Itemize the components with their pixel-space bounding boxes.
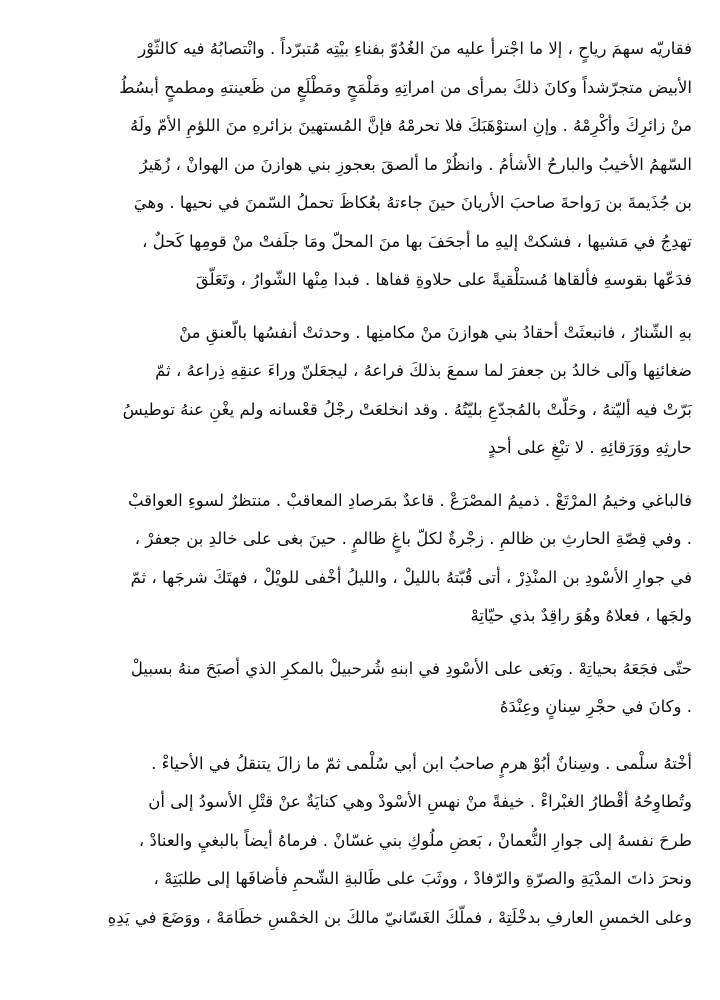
paragraph-2 bbox=[40, 314, 692, 468]
text-line: وتُطاوِحُهُ أقْطارُ الغبْراءْ . خيفةً منْ نهسِ الأسْودْ وهي كنايَةٌ عنْ قتْلِ الأسودُ إلى أن bbox=[148, 792, 692, 811]
paragraph-3 bbox=[40, 482, 692, 636]
text-line: حتّى فجَعَهُ بحياتِهْ . وبَغى على الأسْودِ في ابنهِ شُرحبيلْ بالمكرِ الذي أصبَحَ منهُ بسبيلْ bbox=[130, 658, 692, 678]
text-line: فدَعّها بقوسهِ فألقاها مُستلْقيةً على حلاوةِ قفاها . فبدا مِنْها الشّوارُ ، وتَعَلّقَ bbox=[195, 270, 692, 289]
paragraph-gap bbox=[40, 636, 692, 650]
paragraph-4 bbox=[40, 650, 692, 727]
text-line: ونحرَ ذاتَ المدْيَةِ والصرّةِ والرّفادْ ، ووثَبَ على طَالبةِ الشّحمِ فأضافَها إلى طلبَتِهْ ، bbox=[153, 869, 692, 888]
text-line: الأبيض متجرّشداً وكانَ ذلكَ بمرأى من امراتِهِ ومَلْمَحٍ ومَطْلَعٍ من ظَعينتهِ ومطمحٍ أبسُطُ bbox=[119, 77, 692, 97]
text-line: أخْتهُ سلْمى . وسِنانٌ أبُوْ هرمٍ صاحبُ ابن أبي سُلْمى ثمّ ما زالَ يتنقلُ في الأحياءْ . bbox=[151, 753, 692, 773]
text-line: . وكانَ في حجْرِ سِنانٍ وعِنْدَهُ bbox=[499, 697, 692, 716]
text-line: وعلى الخمسِ العارفِ بدخْلَتِهْ ، فملّكَ الغَسّانيّ مالكَ بن الخمْسِ خطَامَهْ ، ووَضَعَ في يَدِهِ bbox=[107, 907, 692, 927]
text-line: السّهمُ الأخيبُ والبارحُ الأشأمُ . وانظُرْ ما ألصقَ بعجوزِ بني هوازنَ من الهوانْ ، زُهَيرُ bbox=[139, 154, 692, 174]
text-line: حارثِهِ ووَرَقائِهِ . لا تبْغِ على أحدٍ bbox=[488, 438, 692, 457]
text-line: بن جُذَيمةَ بن رَواحةَ صاحبَ الأريانَ حينَ جاءتهُ بعُكاظَ تحملُ السّمنَ في نحيها . وهيَ bbox=[133, 193, 692, 212]
text-line: بهِ الشّنارُ ، فانبعثَتْ أحقادُ بني هوازنَ منْ مكامنِها . وحدثتْ أنفسُها بالّعنقِ منْ bbox=[179, 322, 692, 342]
text-line: تهدِجُ في مَشيها ، فشكتْ إليهِ ما أجحَفَ بها منَ المحلّ ومَا جلَفتْ منْ قومِها كَحلٌ ، bbox=[142, 231, 692, 251]
paragraph-gap bbox=[40, 300, 692, 314]
paragraph-5 bbox=[40, 745, 692, 938]
paragraph-gap bbox=[40, 468, 692, 482]
text-line: في جوارِ الأسْودِ بن المنْذِرْ ، أتى قُبّتهُ بالليلْ ، والليلُ أخْفى للويْلْ ، فهتَكَ شرجَها ، ثمّ bbox=[130, 567, 692, 587]
text-line: . وفي قِصّةِ الحارثِ بن ظالمِ . زجْرةٌ لكلّ باغٍ ظالمٍ . حينَ بغى على خالدِ بن جعفرْ ، bbox=[134, 529, 692, 548]
text-line: فالباغي وخيمُ المرْتَعْ . ذميمُ المصْرَعْ . قاعدٌ بمَرصادِ المعاقبْ . منتظرٌ لسوءِ العواقبْ bbox=[127, 490, 692, 510]
text-line: ولجَها ، فعلاهُ وهُوَ راقِدٌ بذي حيّاتِهْ bbox=[470, 606, 692, 625]
text-line: بَرّتْ فيه أليّتهُ ، وحَلّتْ بالمُجدّعِ بليّتُهُ . وقد انخلعَتْ رجْلُ قعْسانه ولم يغْنِ عنهُ توطيسُ bbox=[122, 399, 692, 419]
document-page bbox=[40, 30, 692, 937]
paragraph-1 bbox=[40, 30, 692, 300]
text-line: فقاريّه سهمَ رياحٍ ، إلا ما اجْترأ عليه منَ الغُدُوّ بفناءِ بيْتِه مُتبرّداً . وانْتصابُهُ فيه كالثّوْر bbox=[138, 39, 692, 58]
text-line: منْ زائرِكَ وأكْرِمْهُ . وإنِ استوْهَبَكَ فلا تحرمْهُ فإنَّ المُستهينَ بزائرهِ منَ اللؤمِ الأمّ ولَهُ bbox=[130, 116, 692, 135]
text-line: طرحَ نفسهُ إلى جوارِ النُّعمانْ ، بَعضِ ملُوكِ بني غسّانْ . فرماهُ أيضاً بالبغيِ والعنادْ ، bbox=[138, 830, 692, 850]
text-line: ضغائنِها وآلى خالدُ بن جعفرَ لما سمعَ بذلكَ فراعهُ ، ليجعَلنّ وراءَ عنقِهِ ذِراعهُ ، ثمّ bbox=[155, 361, 692, 380]
paragraph-gap bbox=[40, 727, 692, 745]
